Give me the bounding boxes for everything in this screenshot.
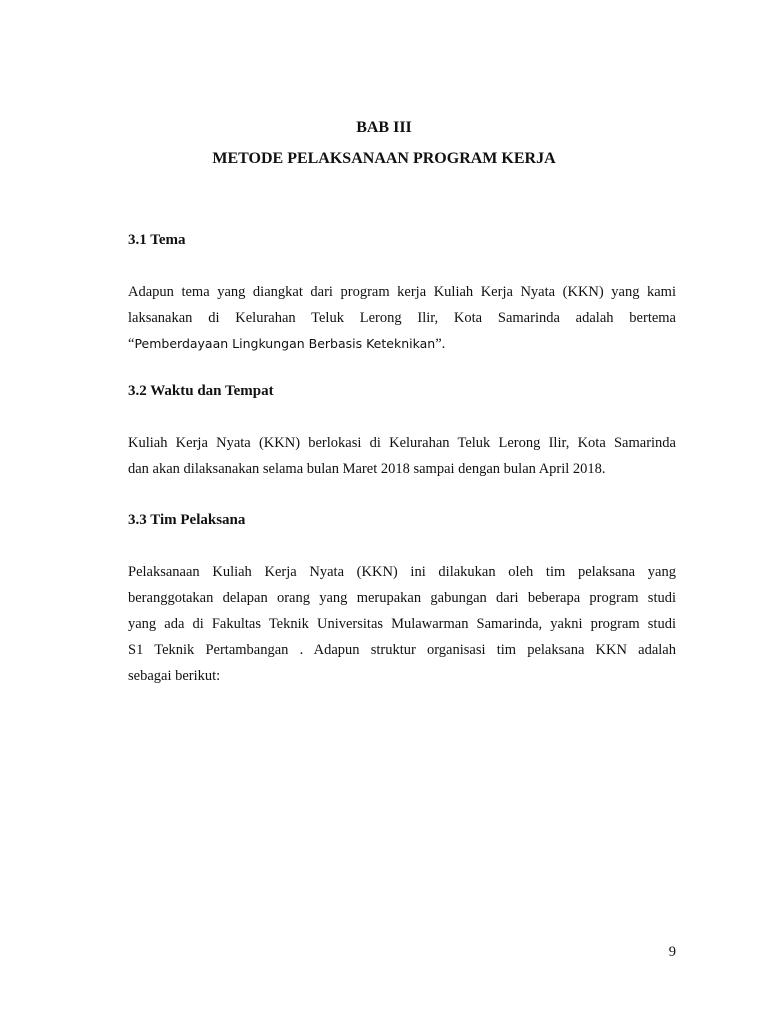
paragraph-line: yang ada di Fakultas Teknik Universitas Mulawarman Samarinda, yakni program studi	[128, 616, 676, 632]
chapter-number: BAB III	[356, 119, 412, 136]
section-paragraph-tim-pelaksana	[128, 559, 676, 689]
section-heading-waktu-tempat: 3.2 Waktu dan Tempat	[128, 383, 274, 399]
chapter-title: METODE PELAKSANAAN PROGRAM KERJA	[212, 150, 556, 167]
paragraph-line: sebagai berikut:	[128, 668, 221, 684]
theme-quote-line	[128, 331, 676, 357]
paragraph-line: Adapun tema yang diangkat dari program kerja Kuliah Kerja Nyata (KKN) yang kami	[128, 284, 676, 300]
paragraph-line: dan akan dilaksanakan selama bulan Maret 2018 sampai dengan bulan April 2018.	[128, 461, 606, 477]
section-heading-tema: 3.1 Tema	[128, 232, 186, 248]
quote-close: ”.	[435, 336, 446, 352]
page-number: 9	[668, 944, 676, 960]
quote-open: “	[128, 336, 135, 352]
section-paragraph-tema	[128, 279, 676, 357]
section-paragraph-waktu-tempat	[128, 430, 676, 482]
paragraph-line: beranggotakan delapan orang yang merupakan gabungan dari beberapa program studi	[128, 590, 676, 606]
paragraph-line: laksanakan di Kelurahan Teluk Lerong Ilir, Kota Samarinda adalah bertema	[128, 310, 676, 326]
paragraph-line: Pelaksanaan Kuliah Kerja Nyata (KKN) ini dilakukan oleh tim pelaksana yang	[128, 564, 676, 580]
paragraph-line: Kuliah Kerja Nyata (KKN) berlokasi di Kelurahan Teluk Lerong Ilir, Kota Samarinda	[128, 435, 676, 451]
theme-quote-text: Pemberdayaan Lingkungan Berbasis Keteknikan	[134, 336, 436, 351]
paragraph-line: S1 Teknik Pertambangan . Adapun struktur organisasi tim pelaksana KKN adalah	[128, 642, 676, 658]
section-heading-tim-pelaksana: 3.3 Tim Pelaksana	[128, 512, 246, 528]
